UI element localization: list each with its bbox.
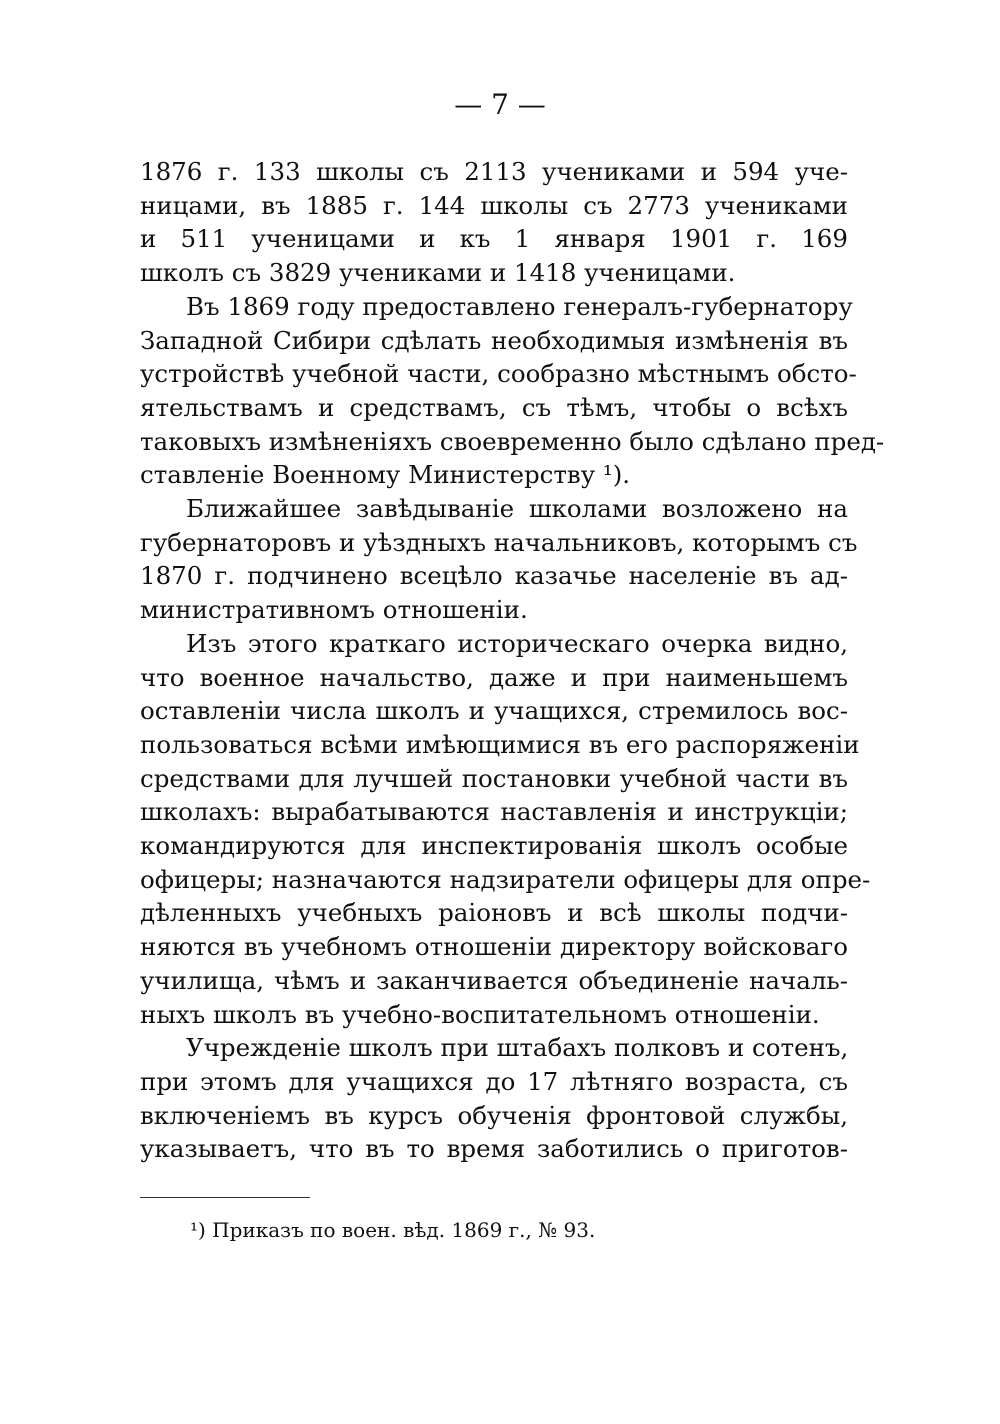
paragraph — [140, 290, 885, 492]
text-line: Западной Сибири сдѣлать необходимыя измѣненія въ — [140, 325, 848, 355]
footnote: ¹) Приказъ по воен. вѣд. 1869 г., № 93. — [190, 1218, 596, 1242]
text-line: няются въ учебномъ отношеніи директору войсковаго — [140, 932, 848, 962]
text-line: 1876 г. 133 школы съ 2113 учениками и 594 уче- — [140, 157, 848, 186]
text-line: командируются для инспектированія школъ особые — [140, 831, 848, 861]
text-line: Въ 1869 году предоставлено генералъ-губернатору — [186, 291, 853, 321]
text-line: пользоваться всѣми имѣющимися въ его распоряженіи — [140, 729, 860, 759]
text-line: офицеры; назначаются надзиратели офицеры для опре- — [140, 864, 871, 894]
text-line: ныхъ школъ въ учебно-воспитательномъ отношеніи. — [140, 999, 820, 1029]
text-line: средствами для лучшей постановки учебной части въ — [140, 763, 848, 793]
text-line: Учрежденіе школъ при штабахъ полковъ и сотенъ, — [186, 1033, 849, 1063]
text-line: школахъ: вырабатываются наставленія и инструкціи; — [140, 797, 848, 827]
text-line: школъ съ 3829 учениками и 1418 ученицами. — [140, 258, 736, 288]
body-text — [140, 155, 885, 1166]
paragraph — [140, 155, 848, 290]
footnote-divider — [140, 1197, 310, 1198]
text-line: 1870 г. подчинено всецѣло казачье населеніе въ ад- — [140, 561, 848, 591]
text-line: Ближайшее завѣдываніе школами возложено на — [186, 494, 848, 524]
text-line: включеніемъ въ курсъ обученія фронтовой службы, — [140, 1100, 848, 1130]
paragraph — [140, 492, 858, 627]
text-line: ставленіе Военному Министерству ¹). — [140, 460, 631, 490]
text-line: и 511 ученицами и къ 1 января 1901 г. 169 — [140, 224, 848, 254]
text-line: ятельствамъ и средствамъ, съ тѣмъ, чтобы о всѣхъ — [140, 392, 848, 422]
text-line: министративномъ отношеніи. — [140, 595, 528, 625]
text-line: Изъ этого краткаго историческаго очерка видно, — [186, 628, 848, 658]
text-line: таковыхъ измѣненіяхъ своевременно было сдѣлано пред- — [140, 426, 885, 456]
text-line: губернаторовъ и уѣздныхъ начальниковъ, которымъ съ — [140, 527, 858, 557]
text-line: училища, чѣмъ и заканчивается объединеніе началь- — [140, 965, 848, 995]
text-line: при этомъ для учащихся до 17 лѣтняго возраста, съ — [140, 1066, 848, 1096]
paragraph — [140, 627, 871, 1031]
paragraph — [140, 1031, 848, 1166]
text-line: указываетъ, что въ то время заботились о приготов- — [140, 1134, 848, 1164]
page-number: — 7 — — [454, 88, 546, 121]
text-line: устройствѣ учебной части, сообразно мѣстнымъ обсто- — [140, 359, 857, 389]
text-line: оставленіи числа школъ и учащихся, стремилось вос- — [140, 696, 848, 726]
text-line: ницами, въ 1885 г. 144 школы съ 2773 учениками — [140, 190, 848, 220]
text-line: дѣленныхъ учебныхъ раіоновъ и всѣ школы подчи- — [140, 898, 848, 928]
text-line: что военное начальство, даже и при наименьшемъ — [140, 662, 848, 692]
